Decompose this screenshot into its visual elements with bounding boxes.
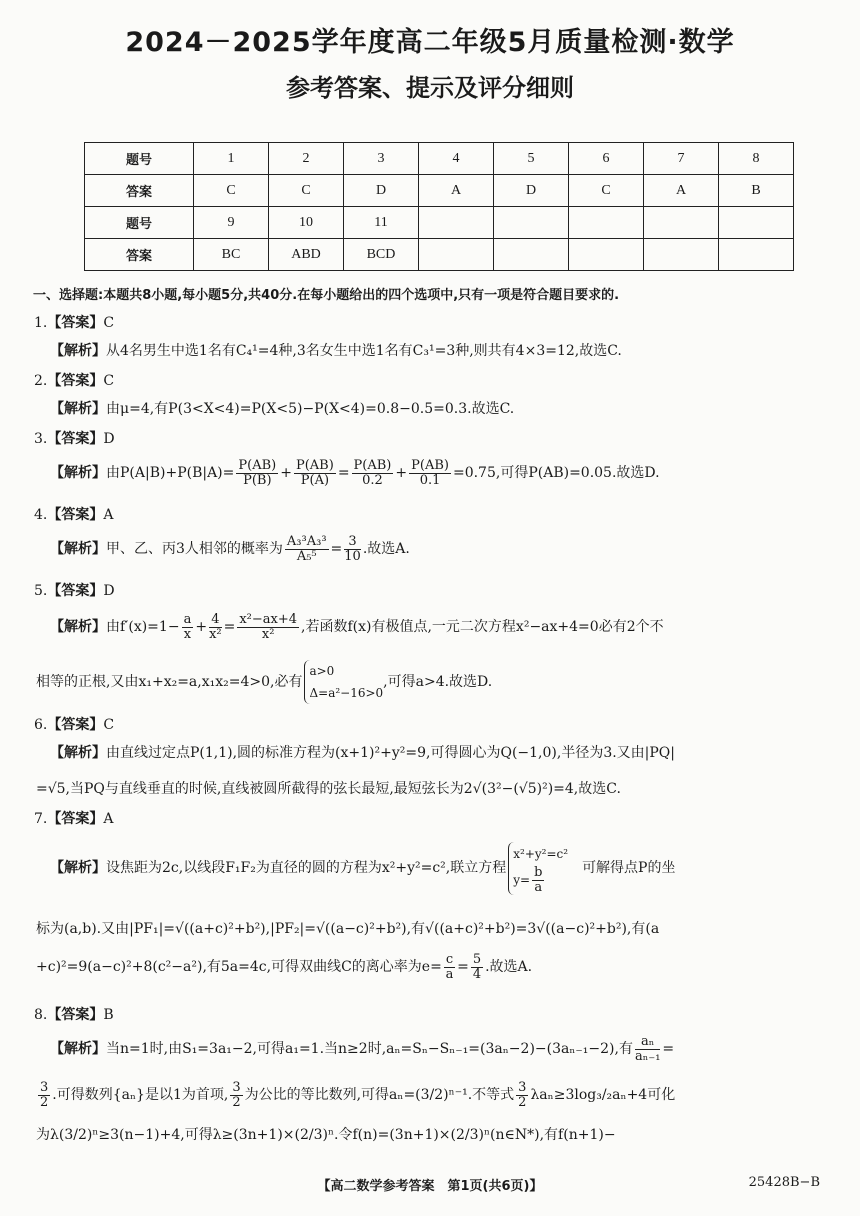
table-cell	[419, 207, 494, 239]
table-cell	[494, 239, 569, 271]
question-3-answer: 3.【答案】D	[34, 431, 115, 447]
table-cell: BC	[194, 239, 269, 271]
question-5-explanation: 【解析】由f′(x)=1− $\frac{a}{x}$ + $\frac{4}{\text{x²}}$ = $\frac{\text{x²−ax+4}}{\text{x²}}$ ,若函数f(x)有极值点,一元二次方程x²−ax+4=0必有2个不	[50, 611, 664, 642]
table-row	[85, 175, 794, 207]
question-8-explanation-cont2: 为λ(3/2)ⁿ≥3(n−1)+4,可得λ≥(3n+1)×(2/3)ⁿ.令f(n)=(3n+1)×(2/3)ⁿ(n∈N*),有f(n+1)−	[36, 1127, 616, 1143]
table-cell: 9	[194, 207, 269, 239]
table-cell	[644, 239, 719, 271]
table-cell: 2	[269, 143, 344, 175]
table-cell	[569, 207, 644, 239]
table-cell: A	[419, 175, 494, 207]
question-4-explanation: 【解析】甲、乙、丙3人相邻的概率为 $\frac{\text{A₃³A₃³}}{\text{A₅⁵}}$ = $\frac{3}{10}$ .故选A.	[50, 533, 410, 564]
table-cell	[719, 239, 794, 271]
table-cell: ABD	[269, 239, 344, 271]
table-cell: 11	[344, 207, 419, 239]
document-title: 2024－2025学年度高二年级5月质量检测·数学	[125, 27, 735, 58]
table-cell: 6	[569, 143, 644, 175]
table-header-cell: 题号	[85, 143, 194, 175]
table-cell: D	[344, 175, 419, 207]
question-2-explanation: 【解析】由μ=4,有P(3<X<4)=P(X<5)−P(X<4)=0.8−0.5=0.3.故选C.	[50, 401, 515, 417]
table-cell	[569, 239, 644, 271]
question-7-explanation: 【解析】设焦距为2c,以线段F₁F₂为直径的圆的方程为x²+y²=c²,联立方程 x²+y²=c² y= $\frac{b}{a}$ 可解得点P的坐	[50, 840, 675, 896]
question-6-explanation-cont: =√5,当PQ与直线垂直的时候,直线被圆所截得的弦长最短,最短弦长为2√(3²−(√5)²)=4,故选C.	[36, 781, 621, 797]
table-cell: 8	[719, 143, 794, 175]
table-cell	[494, 207, 569, 239]
page-footer: 【高二数学参考答案 第1页(共6页)】	[317, 1179, 543, 1194]
table-cell: 1	[194, 143, 269, 175]
table-cell: 7	[644, 143, 719, 175]
question-6-explanation: 【解析】由直线过定点P(1,1),圆的标准方程为(x+1)²+y²=9,可得圆心为Q(−1,0),半径为3.又由|PQ|	[50, 745, 676, 761]
question-2-answer: 2.【答案】C	[34, 373, 115, 389]
table-cell: 4	[419, 143, 494, 175]
table-cell: C	[569, 175, 644, 207]
document-code: 25428B−B	[748, 1175, 820, 1190]
section-heading: 一、选择题:本题共8小题,每小题5分,共40分.在每小题给出的四个选项中,只有一项是符合题目要求的.	[33, 288, 620, 303]
question-7-answer: 7.【答案】A	[34, 811, 114, 827]
question-6-answer: 6.【答案】C	[34, 717, 115, 733]
table-row	[85, 207, 794, 239]
table-cell: C	[194, 175, 269, 207]
table-cell: 5	[494, 143, 569, 175]
table-cell: 3	[344, 143, 419, 175]
table-cell: C	[269, 175, 344, 207]
question-3-explanation: 【解析】由P(A|B)+P(B|A)= $\frac{P(AB)}{P(B)}$ + $\frac{P(AB)}{P(A)}$ = $\frac{P(AB)}{0.2}$ + $\frac{P(AB)}{0.1}$ =0.75,可得P(AB)=0.05.故选D.	[50, 457, 660, 488]
table-cell	[419, 239, 494, 271]
question-7-explanation-cont: 标为(a,b).又由|PF₁|=√((a+c)²+b²),|PF₂|=√((a−c)²+b²),有√((a+c)²+b²)=3√((a−c)²+b²),有(a	[36, 921, 660, 937]
table-header-cell: 答案	[85, 239, 194, 271]
question-7-explanation-cont2: +c)²=9(a−c)²+8(c²−a²),有5a=4c,可得双曲线C的离心率为e= $\frac{c}{a}$ = $\frac{5}{4}$ .故选A.	[36, 951, 533, 982]
table-cell	[644, 207, 719, 239]
question-8-explanation: 【解析】当n=1时,由S₁=3a₁−2,可得a₁=1.当n≥2时,aₙ=Sₙ−Sₙ₋₁=(3aₙ−2)−(3aₙ₋₁−2),有 $\frac{\text{aₙ}}{\text{aₙ₋₁}}$ =	[50, 1033, 675, 1064]
table-header-cell: 答案	[85, 175, 194, 207]
table-row	[85, 143, 794, 175]
question-5-explanation-cont: 相等的正根,又由x₁+x₂=a,x₁x₂=4>0,必有 a>0 Δ=a²−16>0 ,可得a>4.故选D.	[36, 660, 492, 704]
question-1-answer: 1.【答案】C	[34, 315, 115, 331]
table-cell: BCD	[344, 239, 419, 271]
table-cell: 10	[269, 207, 344, 239]
question-5-answer: 5.【答案】D	[34, 583, 115, 599]
answer-table	[84, 142, 794, 271]
table-cell: A	[644, 175, 719, 207]
table-cell	[719, 207, 794, 239]
question-8-answer: 8.【答案】B	[34, 1007, 114, 1023]
table-header-cell: 题号	[85, 207, 194, 239]
table-cell: D	[494, 175, 569, 207]
question-4-answer: 4.【答案】A	[34, 507, 114, 523]
table-row	[85, 239, 794, 271]
question-1-explanation: 【解析】从4名男生中选1名有C₄¹=4种,3名女生中选1名有C₃¹=3种,则共有4×3=12,故选C.	[50, 343, 622, 359]
table-cell: B	[719, 175, 794, 207]
question-8-explanation-cont: $\frac{3}{2}$ .可得数列{aₙ}是以1为首项, $\frac{3}{2}$ 为公比的等比数列,可得aₙ=(3/2)ⁿ⁻¹.不等式 $\frac{3}{2}$ λaₙ≥3log₃/₂aₙ+4可化	[40, 1079, 676, 1110]
document-subtitle: 参考答案、提示及评分细则	[286, 74, 574, 102]
